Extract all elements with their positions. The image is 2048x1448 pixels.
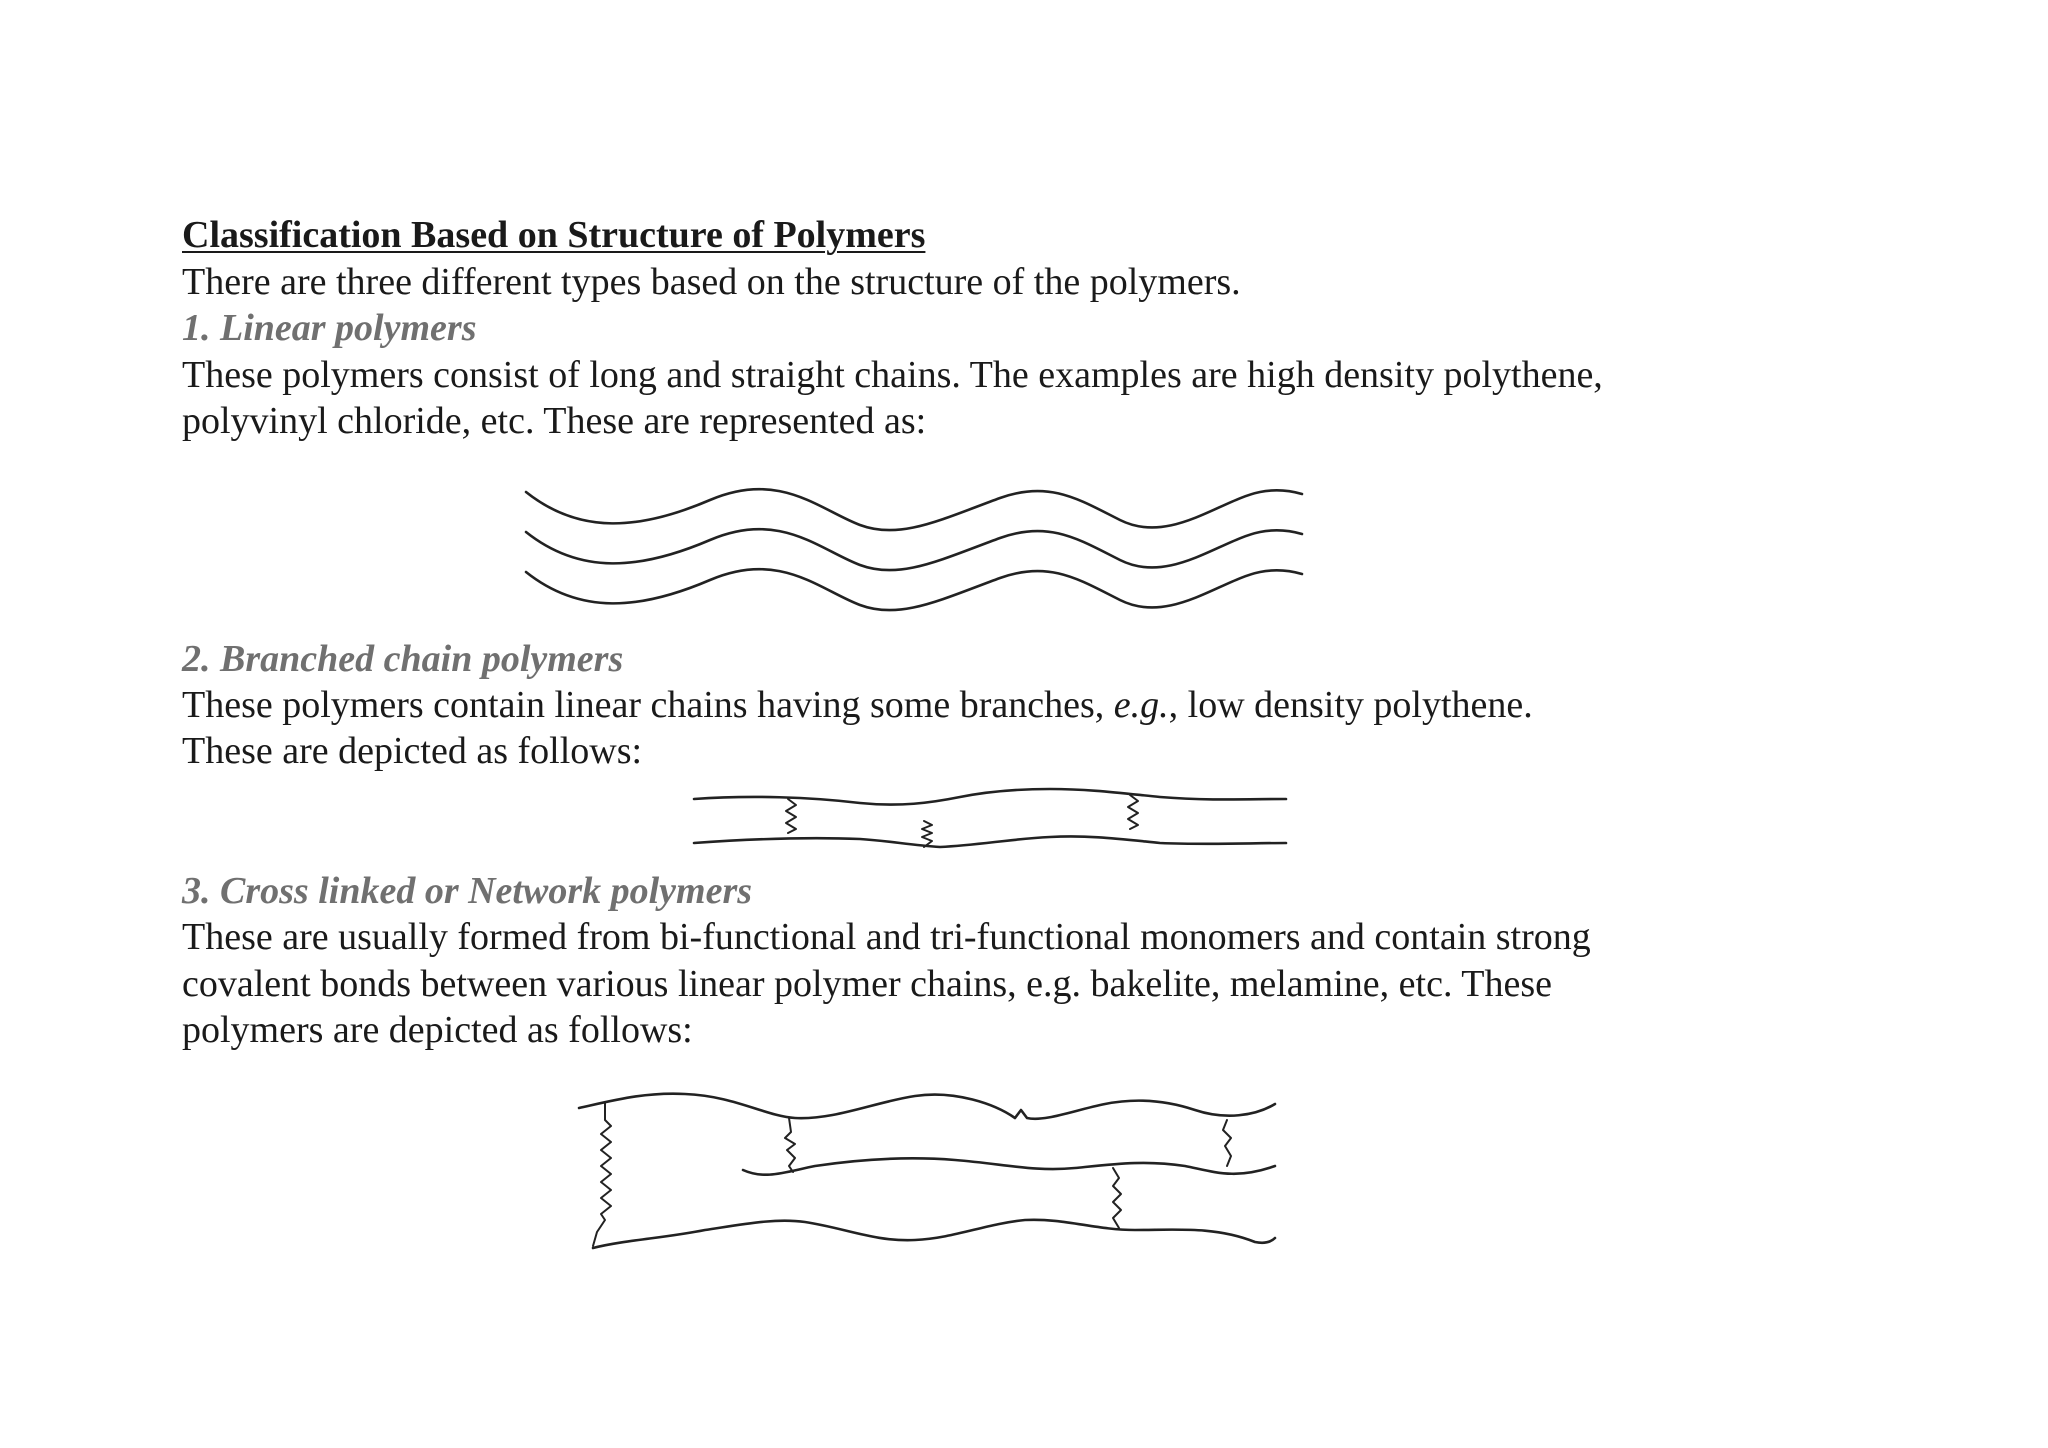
linear-chain-1 bbox=[526, 489, 1302, 530]
network-chain-bottom bbox=[593, 1220, 1275, 1248]
branch-link-2 bbox=[922, 821, 932, 847]
intro-text: There are three different types based on the structure of the polymers. bbox=[182, 261, 1241, 303]
section-3-text-line-3: polymers are depicted as follows: bbox=[182, 1009, 693, 1051]
page-title: Classification Based on Structure of Polymers bbox=[182, 214, 926, 256]
network-chain-top bbox=[579, 1094, 1275, 1119]
section-3-text-line-1: These are usually formed from bi-functional and tri-functional monomers and contain strong bbox=[182, 916, 1591, 958]
section-2-text-line-2: These are depicted as follows: bbox=[182, 730, 643, 772]
linear-chain-3 bbox=[526, 569, 1302, 610]
section-1-title: 1. Linear polymers bbox=[182, 307, 477, 349]
section-2-title: 2. Branched chain polymers bbox=[182, 638, 624, 680]
crosslink-4 bbox=[1223, 1120, 1231, 1166]
branched-polymer-diagram bbox=[690, 785, 1290, 865]
linear-chain-2 bbox=[526, 529, 1302, 570]
crosslink-2 bbox=[785, 1118, 795, 1172]
branched-main-chain-bottom bbox=[694, 836, 1286, 847]
crosslink-3 bbox=[1113, 1168, 1121, 1228]
crosslink-1 bbox=[593, 1102, 611, 1246]
section-2-text-line-1: These polymers contain linear chains having some branches, e.g., low density polythene. bbox=[182, 684, 1533, 726]
branched-main-chain-top bbox=[694, 789, 1286, 805]
section-3-text-line-2: covalent bonds between various linear polymer chains, e.g. bakelite, melamine, etc. These bbox=[182, 963, 1552, 1005]
branch-link-3 bbox=[1128, 795, 1138, 829]
network-chain-middle bbox=[743, 1158, 1275, 1174]
branch-link-1 bbox=[786, 799, 796, 833]
linear-polymer-diagram bbox=[520, 470, 1310, 620]
section-3-title: 3. Cross linked or Network polymers bbox=[182, 870, 753, 912]
cross-linked-polymer-diagram bbox=[575, 1080, 1285, 1260]
section-1-text-line-2: polyvinyl chloride, etc. These are represented as: bbox=[182, 400, 927, 442]
section-1-text-line-1: These polymers consist of long and straight chains. The examples are high density polythene, bbox=[182, 354, 1603, 396]
